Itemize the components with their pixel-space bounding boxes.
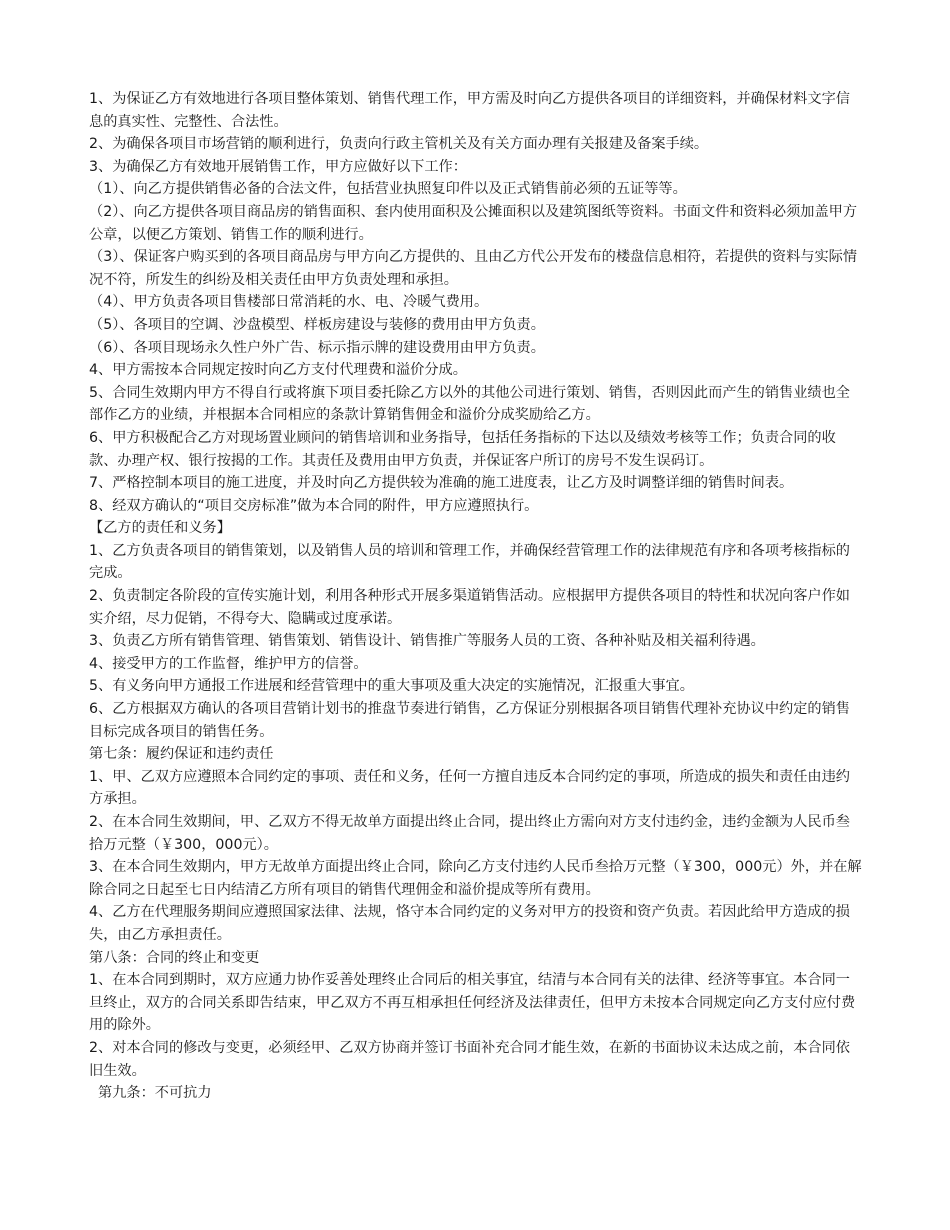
paragraph: 2、为确保各项目市场营销的顺利进行，负责向行政主管机关及有关方面办理有关报建及备案手续。: [89, 136, 709, 153]
paragraph: 4、接受甲方的工作监督，维护甲方的信誉。: [89, 655, 368, 672]
paragraph: （1）、向乙方提供销售必备的合法文件，包括营业执照复印件以及正式销售前必须的五证等等。: [89, 181, 687, 198]
paragraph: 3、负责乙方所有销售管理、销售策划、销售设计、销售推广等服务人员的工资、各种补贴及相关福利待遇。: [89, 633, 765, 650]
paragraph: 2、在本合同生效期间，甲、乙双方不得无故单方面提出终止合同，提出终止方需向对方支付违约金，违约金额为人民币叁拾万元整（￥300，000元）。: [89, 814, 850, 853]
paragraph: 4、乙方在代理服务期间应遵照国家法律、法规，恪守本合同约定的义务对甲方的投资和资产负责。若因此给甲方造成的损失，由乙方承担责任。: [89, 904, 850, 943]
article-heading: 第八条：合同的终止和变更: [89, 949, 260, 966]
paragraph: （4）、甲方负责各项目售楼部日常消耗的水、电、冷暖气费用。: [89, 294, 489, 311]
paragraph: 2、对本合同的修改与变更，必须经甲、乙双方协商并签订书面补充合同才能生效，在新的书面协议未达成之前，本合同依旧生效。: [89, 1039, 850, 1079]
paragraph: （5）、各项目的空调、沙盘模型、样板房建设与装修的费用由甲方负责。: [89, 316, 545, 333]
article-heading: 第七条：履约保证和违约责任: [89, 746, 274, 763]
paragraph: 4、甲方需按本合同规定按时向乙方支付代理费和溢价分成。: [89, 362, 467, 379]
document-body: [89, 88, 864, 1105]
paragraph: （2）、向乙方提供各项目商品房的销售面积、套内使用面积及公摊面积以及建筑图纸等资料。书面文件和资料必须加盖甲方公章，以便乙方策划、销售工作的顺利进行。: [89, 203, 858, 243]
paragraph: 5、有义务向甲方通报工作进展和经营管理中的重大事项及重大决定的实施情况，汇报重大事宜。: [89, 678, 694, 695]
paragraph: 3、为确保乙方有效地开展销售工作，甲方应做好以下工作：: [89, 158, 467, 175]
paragraph: 5、合同生效期内甲方不得自行或将旗下项目委托除乙方以外的其他公司进行策划、销售，否则因此而产生的销售业绩也全部作乙方的业绩，并根据本合同相应的条款计算销售佣金和溢价分成奖励给乙方。: [89, 384, 850, 424]
paragraph: （3）、保证客户购买到的各项目商品房与甲方向乙方提供的、且由乙方代公开发布的楼盘信息相符，若提供的资料与实际情况不符，所发生的纠纷及相关责任由甲方负责处理和承担。: [89, 249, 858, 288]
section-heading: 【乙方的责任和义务】: [89, 520, 231, 537]
paragraph: （6）、各项目现场永久性户外广告、标示指示牌的建设费用由甲方负责。: [89, 339, 545, 356]
paragraph: 1、为保证乙方有效地进行各项目整体策划、销售代理工作，甲方需及时向乙方提供各项目的详细资料，并确保材料文字信息的真实性、完整性、合法性。: [89, 91, 850, 130]
paragraph: 2、负责制定各阶段的宣传实施计划，利用各种形式开展多渠道销售活动。应根据甲方提供各项目的特性和状况向客户作如实介绍，尽力促销，不得夸大、隐瞒或过度承诺。: [89, 588, 850, 627]
article-heading: 第九条：不可抗力: [98, 1085, 212, 1102]
paragraph: 1、甲、乙双方应遵照本合同约定的事项、责任和义务，任何一方擅自违反本合同约定的事项，所造成的损失和责任由违约方承担。: [89, 768, 850, 808]
paragraph: 6、甲方积极配合乙方对现场置业顾问的销售培训和业务指导，包括任务指标的下达以及绩效考核等工作；负责合同的收款、办理产权、银行按揭的工作。其责任及费用由甲方负责，并保证客户所订的房号不发生误码订。: [89, 429, 836, 469]
paragraph: 7、严格控制本项目的施工进度，并及时向乙方提供较为准确的施工进度表，让乙方及时调整详细的销售时间表。: [89, 475, 794, 492]
paragraph: 1、乙方负责各项目的销售策划，以及销售人员的培训和管理工作，并确保经营管理工作的法律规范有序和各项考核指标的完成。: [89, 542, 850, 582]
paragraph: 8、经双方确认的“项目交房标准”做为本合同的附件，甲方应遵照执行。: [89, 497, 539, 514]
paragraph: 6、乙方根据双方确认的各项目营销计划书的推盘节奏进行销售，乙方保证分别根据各项目销售代理补充协议中约定的销售目标完成各项目的销售任务。: [89, 701, 850, 740]
paragraph: 3、在本合同生效期内，甲方无故单方面提出终止合同，除向乙方支付违约人民币叁拾万元整（￥300，000元）外，并在解除合同之日起至七日内结清乙方所有项目的销售代理佣金和溢价提成等所有费用。: [89, 859, 862, 898]
paragraph: 1、在本合同到期时，双方应通力协作妥善处理终止合同后的相关事宜，结清与本合同有关的法律、经济等事宜。本合同一旦终止，双方的合同关系即告结束，甲乙双方不再互相承担任何经济及法律责任，但甲方未按本合同规定向乙方支付应付费用的除外。: [89, 972, 856, 1034]
